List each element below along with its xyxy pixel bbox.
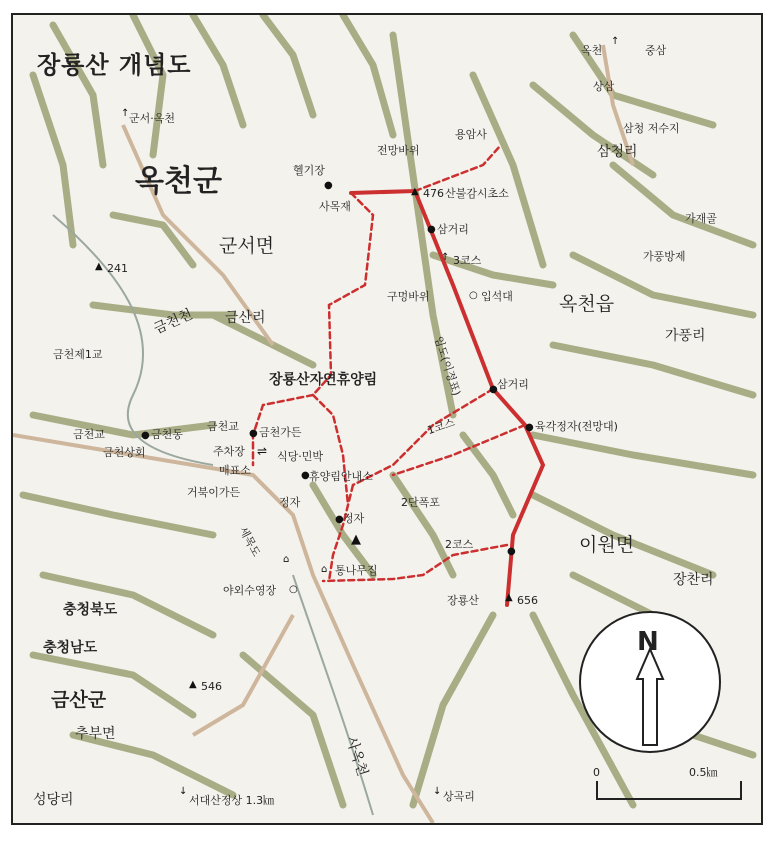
- label-forest: 장룡산자연휴양림: [269, 372, 378, 388]
- point-marker-icon: ●: [249, 428, 258, 439]
- label-ticket: 매표소: [219, 464, 251, 477]
- arrow-down-icon: ↓: [179, 786, 188, 797]
- label-seongdangri: 성당리: [33, 792, 74, 808]
- compass-north-label: N: [637, 627, 659, 657]
- label-samokjae: 사목재: [319, 200, 351, 213]
- label-campground: 야외수영장: [223, 584, 277, 597]
- arrow-up-icon: ↑: [441, 252, 450, 263]
- label-semok: 세목도: [236, 524, 263, 559]
- house-icon: ⌂: [283, 554, 290, 565]
- label-peak476: 476: [423, 187, 444, 200]
- arrow-down-icon: ↓: [433, 786, 442, 797]
- label-pavilion1: 정자: [279, 496, 301, 509]
- label-course1: 1코스: [425, 415, 457, 438]
- info-dot-icon: ●: [301, 470, 310, 481]
- rock-circle-icon: ○: [469, 290, 478, 301]
- label-geumcheongyo-b: 금천교: [207, 420, 239, 433]
- label-sanggokri: 상곡리: [443, 790, 475, 803]
- label-okcheon-top: 옥천: [581, 44, 603, 57]
- arrow-up-icon: ↑: [611, 36, 620, 47]
- summit-triangle-icon: ▲: [189, 679, 197, 690]
- label-restaurant: 식당·민박: [277, 450, 324, 463]
- label-geumcheon-bridge1: 금천제1교: [53, 348, 103, 361]
- label-ridge-road: 임도(이정표): [431, 334, 464, 398]
- map-frame: [11, 13, 763, 825]
- label-gunseo-myeon: 군서면: [219, 235, 275, 257]
- point-marker-icon: ●: [335, 514, 344, 525]
- parking-icon: ⇌: [257, 444, 268, 458]
- label-janchanri: 장찬리: [673, 572, 714, 588]
- label-geumcheondong: 금천동: [151, 428, 183, 441]
- house-icon: ⌂: [321, 564, 328, 575]
- label-samgeori1: 삼거리: [437, 223, 469, 236]
- label-heliport: 헬기장: [293, 164, 325, 177]
- label-sangsam: 상삼: [593, 80, 615, 93]
- label-geumcheongyo-a: 금천교: [73, 428, 105, 441]
- label-seodaesan: 서대산정상 1.3㎞: [189, 794, 275, 807]
- label-peak241: 241: [107, 262, 128, 275]
- junction-dot-icon: ●: [427, 224, 436, 235]
- label-saeukcheon: 사옥천: [342, 734, 371, 779]
- label-peak656: 656: [517, 594, 538, 607]
- pavilion-triangle-icon: ▲: [351, 532, 361, 547]
- label-course3: 3코스: [453, 254, 482, 267]
- label-gapung-dam: 가풍방제: [643, 250, 686, 263]
- label-turtle: 거북이가든: [187, 486, 241, 499]
- label-geumsan-gun: 금산군: [51, 689, 107, 711]
- arrow-up-icon: ↑: [121, 108, 130, 119]
- label-ipseokdae: 입석대: [481, 290, 513, 303]
- label-peak546: 546: [201, 680, 222, 693]
- label-yukgak: 육각정자(전망대): [535, 420, 618, 433]
- scale-end-label: 0.5㎞: [689, 766, 718, 779]
- label-sanbul: 산불감시초소: [445, 187, 509, 200]
- label-pavilion2: 정자: [343, 512, 365, 525]
- label-chubu-myeon: 추부면: [75, 726, 116, 742]
- label-samcheongri: 삼청리: [597, 144, 638, 160]
- label-jungsam: 중삼: [645, 44, 667, 57]
- junction-dot-icon: ●: [507, 546, 516, 557]
- label-chungnam: 충청남도: [43, 640, 98, 656]
- scale-bar: [595, 777, 745, 807]
- point-marker-icon: ●: [324, 180, 333, 191]
- label-course2: 2코스: [445, 538, 474, 551]
- junction-dot-icon: ●: [489, 384, 498, 395]
- label-geumcheon-garden: 금천가든: [259, 426, 302, 439]
- summit-triangle-icon: ▲: [411, 186, 419, 197]
- label-samgeori2: 삼거리: [497, 378, 529, 391]
- label-samcheong-res: 삼청 저수지: [623, 122, 680, 135]
- summit-triangle-icon: ▲: [505, 592, 513, 603]
- point-marker-icon: ●: [141, 430, 150, 441]
- label-gumeongbawi: 구멍바위: [387, 290, 430, 303]
- summit-triangle-icon: ▲: [95, 261, 103, 272]
- label-gunseo-okcheon: 군서·옥천: [129, 112, 176, 125]
- label-waterfall: 2단폭포: [401, 496, 440, 509]
- pavilion-dot-icon: ●: [525, 422, 534, 433]
- label-geumcheoncheon: 금천천: [151, 306, 196, 338]
- label-chungbuk: 충청북도: [63, 602, 118, 618]
- pool-circle-icon: ○: [289, 584, 298, 595]
- label-geumcheon-sanghoe: 금천상회: [103, 446, 146, 459]
- label-info-center: 휴양림안내소: [309, 470, 373, 483]
- label-log-house: 통나무집: [335, 564, 378, 577]
- label-gapungri: 가풍리: [665, 328, 706, 344]
- label-gajaegol: 가재골: [685, 212, 717, 225]
- label-yongamsa: 용암사: [455, 128, 487, 141]
- label-jeonmangbawi: 전망바위: [377, 144, 420, 157]
- label-jangryongsan: 장룡산: [447, 594, 479, 607]
- label-iwon-myeon: 이원면: [579, 534, 635, 556]
- label-okcheon-gun: 옥천군: [135, 164, 222, 199]
- scale-start-label: 0: [593, 766, 600, 779]
- label-geumsanri: 금산리: [225, 310, 266, 326]
- label-parking: 주차장: [213, 445, 245, 458]
- label-okcheon-eup: 옥천읍: [559, 293, 615, 315]
- map-title: 장룡산 개념도: [37, 51, 192, 79]
